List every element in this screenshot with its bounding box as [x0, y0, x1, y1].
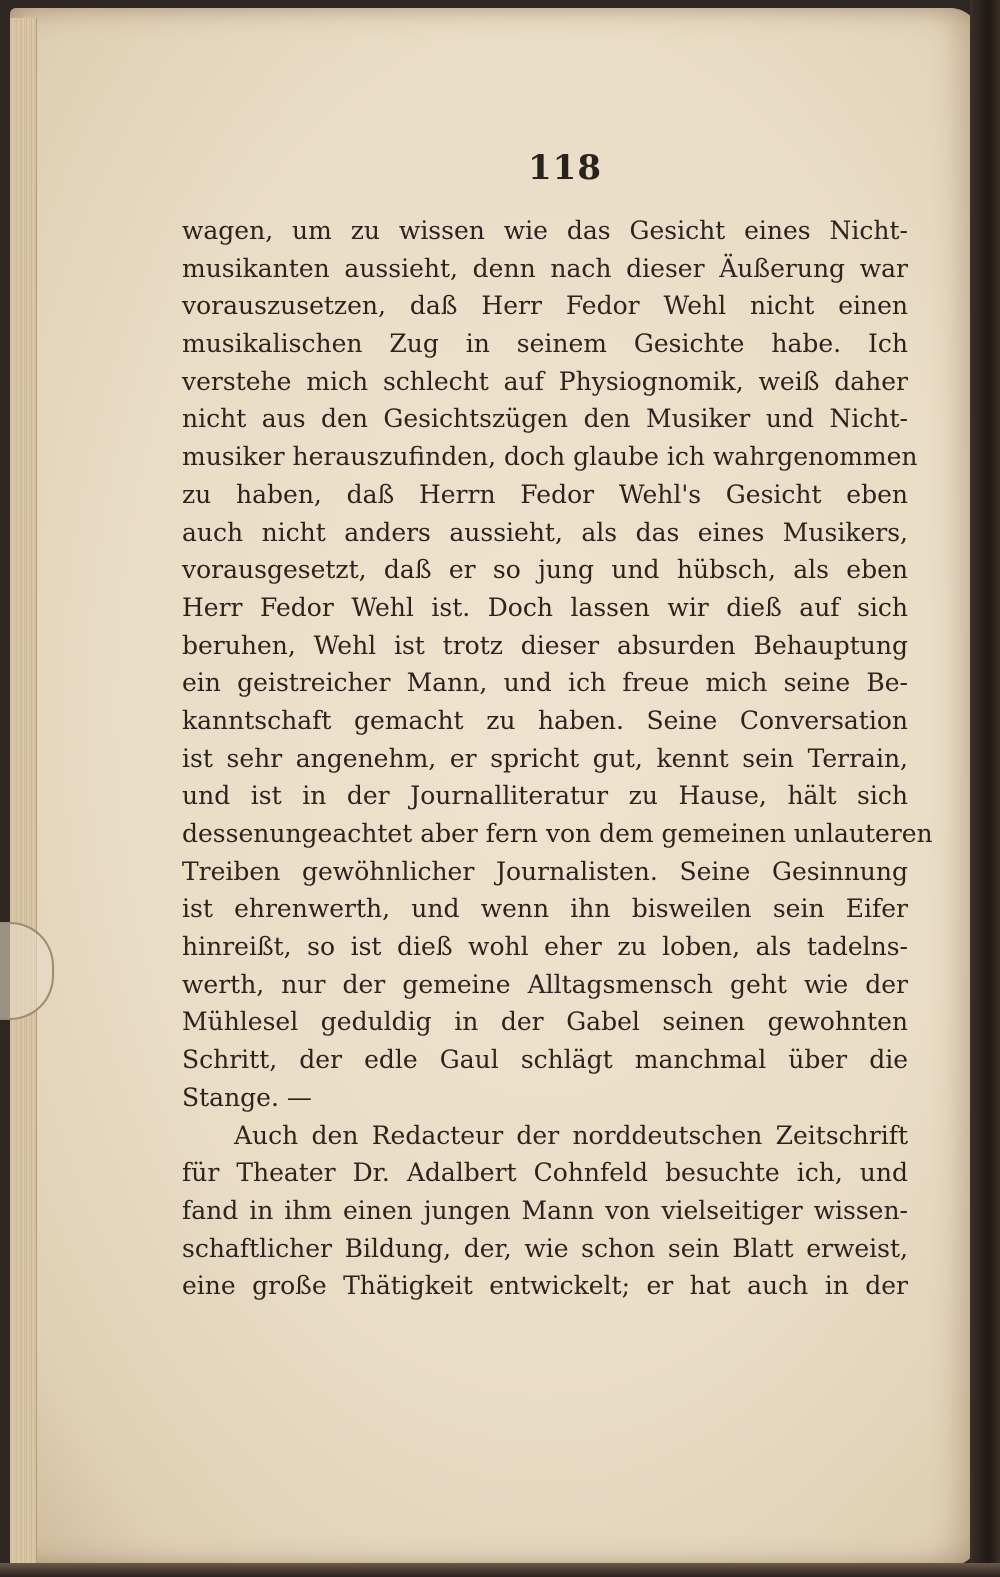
text-line: ist ehrenwerth, und wenn ihn bisweilen sein Eifer [182, 894, 908, 924]
text-line: wagen, um zu wissen wie das Gesicht eines Nicht- [182, 216, 908, 245]
text-line: Herr Fedor Wehl ist. Doch lassen wir dieß auf sich [182, 592, 908, 622]
text-line: musiker herauszufinden, doch glaube ich wahrgenommen [182, 442, 918, 472]
text-line: musikanten aussieht, denn nach dieser Äußerung war [182, 253, 908, 283]
text-line: Mühlesel geduldig in der Gabel seinen gewohnten [182, 1007, 908, 1037]
body-text [182, 212, 933, 1305]
text-line: Treiben gewöhnlicher Journalisten. Seine Gesinnung [182, 856, 908, 886]
text-line: Auch den Redacteur der norddeutschen Zeitschrift [234, 1120, 908, 1150]
text-line: hinreißt, so ist dieß wohl eher zu loben, als tadelns- [182, 932, 908, 962]
text-line: vorauszusetzen, daß Herr Fedor Wehl nicht einen [182, 291, 908, 321]
text-line: Stange. — [182, 1082, 312, 1112]
text-line: ein geistreicher Mann, und ich freue mich seine Be- [182, 668, 908, 698]
text-line: verstehe mich schlecht auf Physiognomik, weiß daher [182, 366, 908, 396]
text-line: eine große Thätigkeit entwickelt; er hat auch in der [182, 1271, 908, 1301]
text-line: beruhen, Wehl ist trotz dieser absurden Behauptung [182, 630, 908, 660]
text-line: zu haben, daß Herrn Fedor Wehl's Gesicht eben [182, 479, 908, 509]
binding-edge [970, 0, 1000, 1577]
page-fore-edge [10, 18, 37, 1566]
text-line: nicht aus den Gesichtszügen den Musiker und Nicht- [182, 404, 908, 434]
text-line: auch nicht anders aussieht, als das eines Musikers, [182, 517, 908, 547]
page-number: 118 [528, 148, 602, 188]
text-line: Schritt, der edle Gaul schlägt manchmal über die [182, 1045, 908, 1075]
text-line: vorausgesetzt, daß er so jung und hübsch, als eben [182, 555, 908, 585]
text-line: dessenungeachtet aber fern von dem gemeinen unlauteren [182, 819, 933, 848]
text-line: schaftlicher Bildung, der, wie schon sein Blatt erweist, [182, 1233, 908, 1263]
text-line: werth, nur der gemeine Alltagsmensch geht wie der [182, 969, 908, 999]
text-line: für Theater Dr. Adalbert Cohnfeld besuchte ich, und [182, 1158, 908, 1188]
text-line: und ist in der Journalliteratur zu Hause, hält sich [182, 781, 908, 811]
bottom-edge [0, 1563, 1000, 1577]
text-line: fand in ihm einen jungen Mann von vielseitiger wissen- [182, 1195, 908, 1225]
text-line: kanntschaft gemacht zu haben. Seine Conversation [182, 705, 908, 735]
text-line: musikalischen Zug in seinem Gesichte habe. Ich [182, 329, 908, 359]
text-line: ist sehr angenehm, er spricht gut, kennt sein Terrain, [182, 743, 908, 773]
